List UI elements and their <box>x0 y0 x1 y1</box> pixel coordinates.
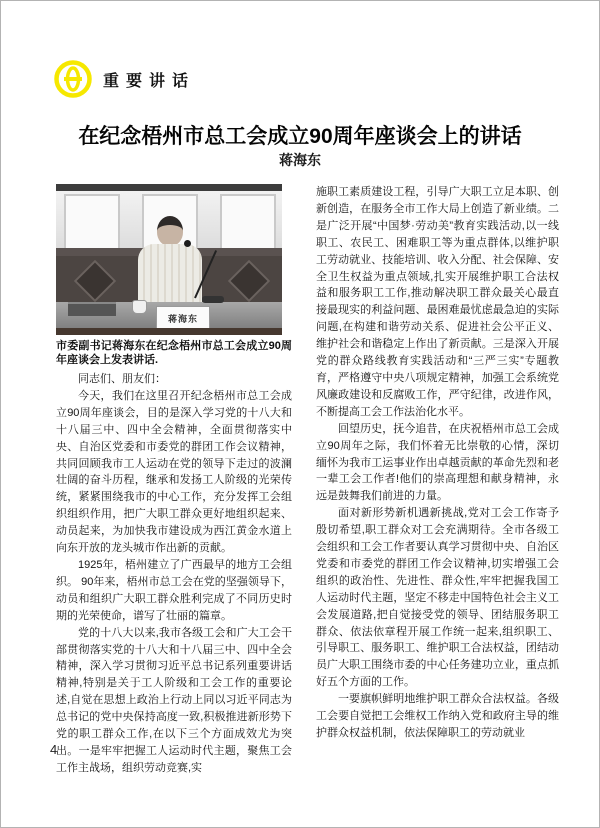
body-paragraph: 施职工素质建设工程，引导广大职工立足本职、创新创造，在服务全市工作大局上创造了新业绩。二是广泛开展“中国梦·劳动美”教育实践活动,以一线职工、农民工、困难职工等为重点群体,以维护职工劳动就业、技能培训、收入分配、社会保障、安全卫生权益为重点领域,扎实开展维护职工合法权益和服务职工工作,推动解决职工群众最关心最直接最现实的利益问题、最困难最忧虑最急迫的实际问题,在构建和谐劳动关系、促进社会公平正义、维护社会和谐稳定上作出了新贡献。三是深入开展党的群众路线教育实践活动和“三严三实”专题教育，严格遵守中央八项规定精神，加强工会系统党风廉政建设和反腐败工作，严守纪律，改进作风，不断提高工会工作法治化水平。 <box>316 186 559 418</box>
body-paragraph: 今天，我们在这里召开纪念梧州市总工会成立90周年座谈会，目的是深入学习党的十八大和十八届三中、四中全会精神，全面贯彻落实中央、自治区党委和市委党的群团工作会议精神，共同回顾我市工人运动在党的领导下走过的波澜壮阔的奋斗历程，继承和发扬工人阶级的光荣传统，紧紧围绕我市的中心工作，充分发挥工会组织组织作用，把广大职工群众更好地组织起来、动员起来，为加快我市建设成为西江黄金水道上向东开放的龙头城市作出新的贡献。 <box>56 389 292 555</box>
page-number: 4 <box>50 742 58 757</box>
article-body <box>56 184 559 777</box>
body-paragraph: 同志们、朋友们： <box>78 373 166 385</box>
left-column-text <box>56 371 292 777</box>
photo-microphone-base <box>202 296 224 303</box>
body-paragraph: 回望历史，抚今追昔，在庆祝梧州市总工会成立90周年之际，我们怀着无比崇敬的心情，深切缅怀为我市工运事业作出卓越贡献的革命先烈和老一辈工会工作者!他们的崇高理想和献身精神，永远是鼓舞我们前进的力量。 <box>316 422 559 503</box>
article-author: 蒋海东 <box>279 152 321 168</box>
photo-wall-panel <box>64 194 120 250</box>
photo-caption: 市委副书记蒋海东在纪念梧州市总工会成立90周年座谈会上发表讲话. <box>56 340 292 366</box>
photo-ceiling-strip <box>56 184 282 191</box>
speech-photo <box>56 184 282 335</box>
article-title: 在纪念梧州市总工会成立90周年座谈会上的讲话 <box>78 125 522 149</box>
body-paragraph: 1925年，梧州建立了广西最早的地方工会组织。 90年来，梧州市总工会在党的坚强领导下，动员和组织广大职工群众胜利完成了不同历史时期的光荣使命，谱写了壮丽的篇章。 <box>56 558 292 622</box>
trade-union-logo-icon <box>53 59 93 99</box>
body-paragraph: 一要旗帜鲜明地维护职工群众合法权益。各级工会要自觉把工会维权工作纳入党和政府主导的维护群众权益机制，依法保障职工的劳动就业 <box>316 693 559 739</box>
photo-table-edge <box>56 328 282 335</box>
photo-teacup <box>132 300 147 314</box>
body-paragraph: 党的十八大以来,我市各级工会和广大工会干部贯彻落实党的十八大和十八届三中、四中全会精神，深入学习贯彻习近平总书记系列重要讲话精神,特别是关于工人阶级和工会工作的重要论述,自觉在思想上政治上行动上同以习近平同志为总书记的党中央保持高度一致,积极推进新形势下党的职工群众工作,在以下三个方面成效尤为突出。一是牢牢把握工人运动时代主题，聚焦工会工作主战场，组织劳动竞赛,实 <box>56 626 292 774</box>
left-column <box>56 184 292 777</box>
section-label: 重要讲话 <box>103 72 196 90</box>
photo-nameplate: 蒋海东 <box>156 306 210 330</box>
right-column-text <box>316 184 559 742</box>
photo-wall-panel <box>220 194 276 250</box>
body-paragraph: 面对新形势新机遇新挑战,党对工会工作寄予殷切希望,职工群众对工会充满期待。全市各级工会组织和工会工作者要认真学习贯彻中央、自治区党委和市委党的群团工作会议精神,切实增强工会组织的政治性、先进性、群众性,牢牢把握我国工人运动时代主题，坚定不移走中国特色社会主义工会发展道路,把自觉接受党的领导、团结服务职工群众、依法依章程开展工作统一起来,组织职工、引导职工、服务职工、维护职工合法权益，团结动员广大职工围绕市委的中心任务建功立业，重点抓好五个方面的工作。 <box>316 507 559 689</box>
photo-speaker-head <box>157 216 183 246</box>
photo-microphone-head <box>184 240 191 247</box>
section-header <box>53 59 195 99</box>
photo-speaker-shirt <box>138 244 202 306</box>
right-column <box>316 184 559 777</box>
photo-documents <box>68 302 116 316</box>
